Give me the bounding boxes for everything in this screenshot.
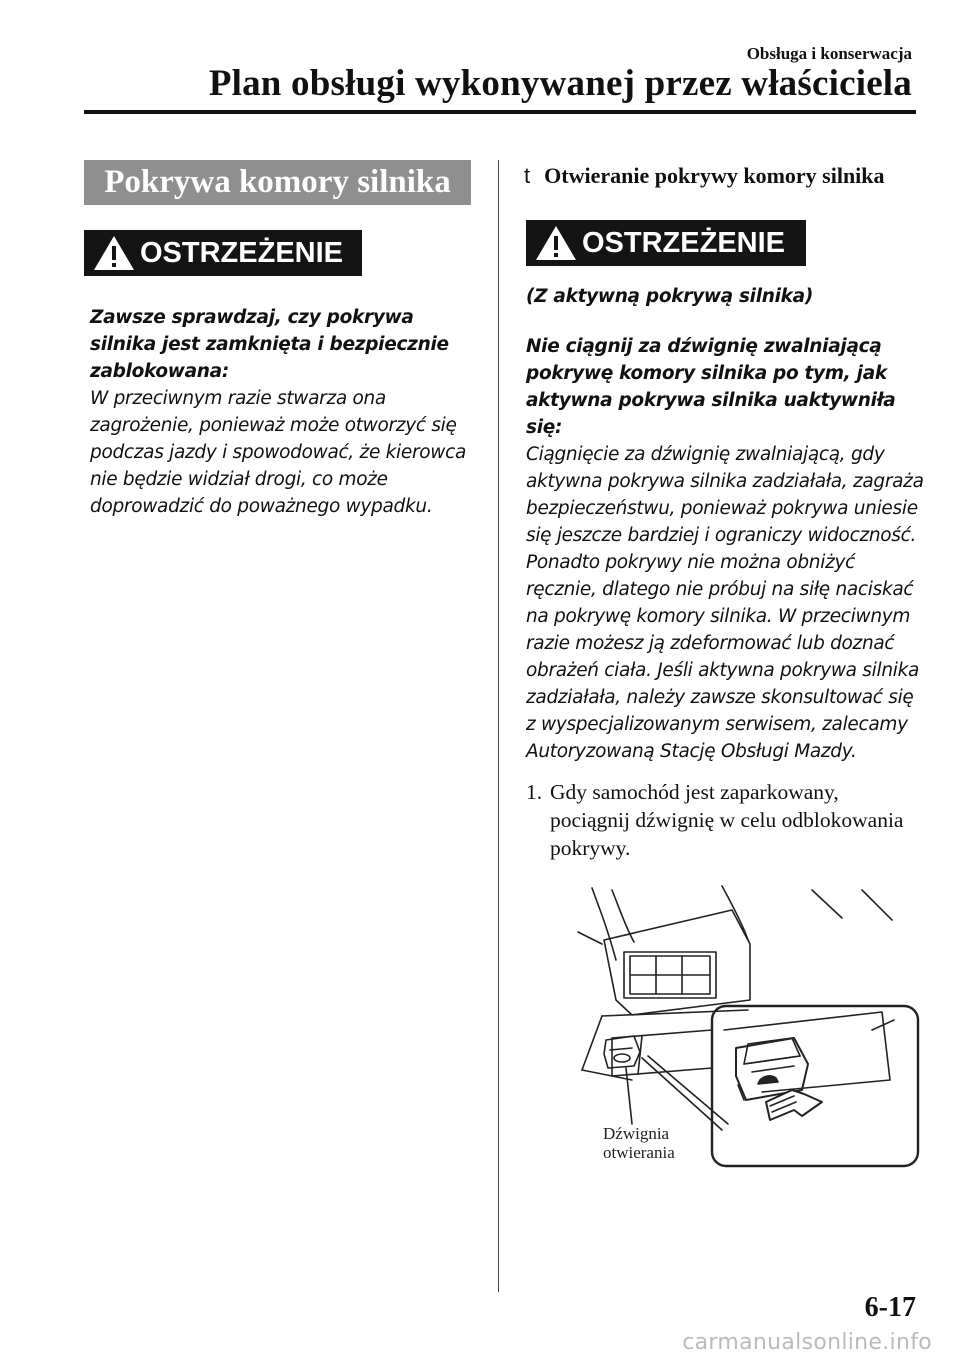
step-number: 1.: [526, 780, 543, 804]
warning-label: OSTRZEŻENIE: [582, 226, 786, 259]
warning-label: OSTRZEŻENIE: [140, 236, 344, 269]
step-text: Gdy samochód jest zaparkowany, pociągnij dźwignię w celu odblokowania pokrywy.: [550, 780, 904, 860]
section-title-bar: [84, 160, 471, 205]
callout-line-1: Dźwignia: [603, 1124, 670, 1143]
subsection-heading: [524, 163, 885, 189]
column-divider: [498, 160, 499, 1292]
instruction-step: [526, 778, 906, 862]
subheading-bullet: t: [524, 163, 531, 188]
watermark: carmanualsonline.info: [682, 1330, 932, 1355]
page-title: Plan obsługi wykonywanej przez właściciela: [208, 63, 912, 104]
page-number: 6-17: [864, 1292, 916, 1323]
warning-text-left: [90, 304, 480, 520]
callout-line-2: otwierania: [603, 1143, 675, 1162]
chapter-label: Obsługa i konserwacja: [746, 44, 912, 63]
section-title: Pokrywa komory silnika: [104, 164, 451, 200]
warning-bold-text: Zawsze sprawdzaj, czy pokrywa silnika jest zamknięta i bezpiecznie zablokowana:: [90, 307, 449, 382]
warning-triangle-icon: [534, 223, 578, 263]
warning-banner-left: [84, 230, 362, 276]
subheading-text: Otwieranie pokrywy komory silnika: [544, 163, 885, 188]
warning-triangle-icon: [92, 233, 136, 273]
warning-bold-text: Nie ciągnij za dźwignię zwalniającą pokrywę komory silnika po tym, jak aktywna pokrywa silnika uaktywniła się:: [526, 336, 896, 438]
header-divider: [84, 110, 916, 114]
figure-callout-label: [603, 1124, 675, 1162]
warning-body-text: Ciągnięcie za dźwignię zwalniającą, gdy aktywna pokrywa silnika zadziałała, zagraża bezpieczeństwu, ponieważ pokrywa uniesie się jeszcze bardziej i ograniczy widoczność. Ponadto pokrywy nie można obniżyć ręcznie, dlatego nie próbuj na siłę naciskać na pokrywę komory silnika. W przeciwnym razie możesz ją zdeformować lub doznać obrażeń ciała. Jeśli aktywna pokrywa silnika zadziałała, należy zawsze skonsultować się z wyspecjalizowanym serwisem, zalecamy Autoryzowaną Stację Obsługi Mazdy.: [526, 444, 924, 762]
condition-text: (Z aktywną pokrywą silnika): [526, 286, 813, 307]
warning-condition: [526, 283, 926, 310]
warning-banner-right: [526, 220, 806, 266]
warning-text-right: [526, 333, 926, 765]
warning-body-text: W przeciwnym razie stwarza ona zagrożenie, ponieważ może otworzyć się podczas jazdy i spowodować, że kierowca nie będzie widział drogi, co może doprowadzić do poważnego wypadku.: [90, 388, 467, 517]
